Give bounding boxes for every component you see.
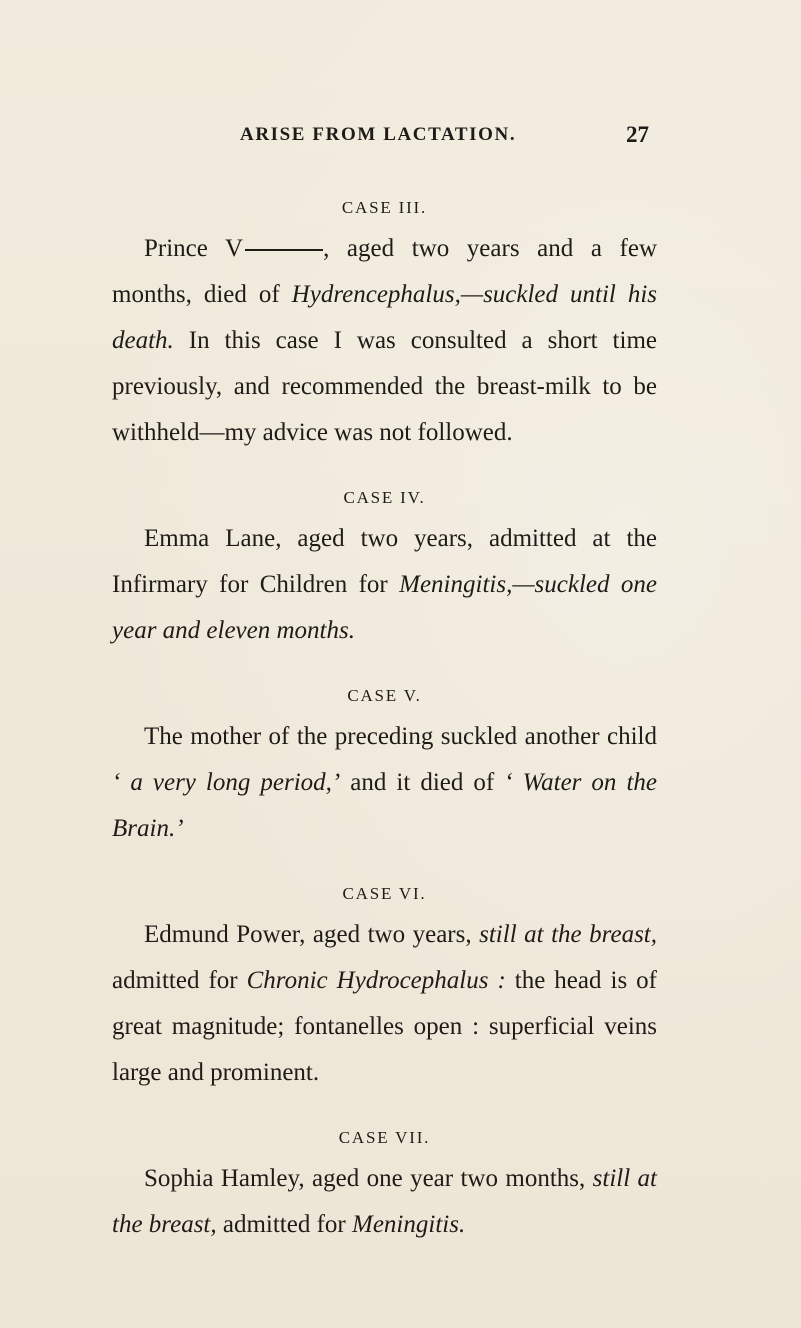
case-vi-text-3: the head is of great magnitude; fontanelles open : superficial veins large and prominent. [112,967,657,1086]
case-vi-italic-1: still at the breast, [479,921,657,948]
case-vi-paragraph [112,912,657,1096]
name-omission-dash [245,249,323,251]
case-iii-text-2: , aged two years and a few months, died of [112,235,657,308]
case-heading-iii: CASE III. [341,198,428,217]
page-number: 27 [626,122,649,147]
case-v-italic-1: ‘ a very long period,’ [112,769,341,796]
case-heading-v: CASE V. [347,686,422,705]
case-vii-italic-1: still at the breast, [112,1165,657,1238]
case-vi-italic-2: Chronic Hydrocephalus : [246,967,506,994]
case-vii-text-1: Sophia Hamley, aged one year two months, [144,1165,593,1192]
case-v-text-1: The mother of the preceding suckled another child [144,723,657,750]
case-v-italic-2: ‘ Water on the Brain.’ [112,769,658,842]
case-iv-italic: Meningitis,—suckled one year and eleven months. [112,571,658,644]
case-v-paragraph [112,714,657,852]
case-vi-text-1: Edmund Power, aged two years, [144,921,480,948]
case-heading-vi: CASE VI. [342,884,427,903]
case-iii-text-3: In this case I was consulted a short time previously, and recommended the breast-milk to be withheld—my advice was not followed. [112,327,657,446]
case-iii-italic: Hydrencephalus,—suckled until his death. [112,281,657,354]
case-vii-italic-2: Meningitis. [352,1211,466,1238]
case-vii-text-2: admitted for [216,1211,353,1238]
case-iii-paragraph [112,226,657,456]
case-heading-vii: CASE VII. [338,1128,431,1147]
body-text [112,190,657,1248]
running-head [112,124,657,156]
case-vii-paragraph [112,1156,657,1248]
case-iii-text-1: Prince V [144,235,244,262]
case-iv-paragraph [112,516,657,654]
case-iv-text-1: Emma Lane, aged two years, admitted at the Infirmary for Children for [112,525,657,598]
case-v-text-2: and it died of [340,769,505,796]
running-head-title: ARISE FROM LACTATION. [240,124,517,145]
case-heading-iv: CASE IV. [343,488,426,507]
case-vi-text-2: admitted for [112,967,247,994]
